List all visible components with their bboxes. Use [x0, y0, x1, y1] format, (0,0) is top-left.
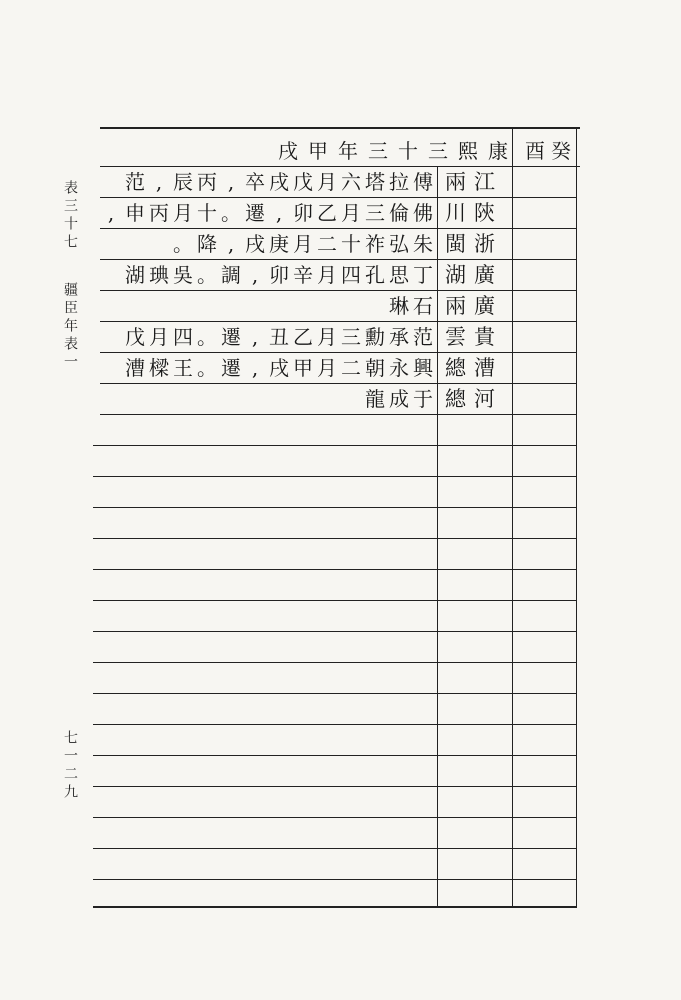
- row-rule: [100, 197, 576, 198]
- row-region: 湖廣: [445, 263, 503, 287]
- row-entry-char: 永: [389, 356, 409, 380]
- row-entry-char: 申: [125, 201, 145, 225]
- row-entry-char: 拉: [389, 170, 409, 194]
- row-rule: [100, 290, 576, 291]
- row-entry-char: 興: [413, 356, 433, 380]
- row-entry-char: 于: [413, 387, 433, 411]
- row-entry-char: 卯: [293, 201, 313, 225]
- row-entry-char: 傅: [413, 170, 433, 194]
- row-entry-char: 四: [341, 263, 361, 287]
- row-entry-char: ,: [227, 170, 235, 194]
- row-entry-char: 乙: [293, 325, 313, 349]
- empty-row-rule: [93, 755, 577, 756]
- row-entry-char: ,: [107, 201, 115, 225]
- row-entry-char: 卯: [269, 263, 289, 287]
- row-entry-char: 乙: [317, 201, 337, 225]
- row-entry-char: 丙: [197, 170, 217, 194]
- empty-row-rule: [93, 786, 577, 787]
- row-entry-char: 辰: [173, 170, 193, 194]
- empty-row-rule: [93, 817, 577, 818]
- row-entry-char: 降: [197, 232, 217, 256]
- row-entry-char: 卒: [245, 170, 265, 194]
- row-entry: [125, 265, 433, 285]
- row-entry-char: 戌: [269, 170, 289, 194]
- row-entry-char: 遷: [245, 201, 265, 225]
- row-rule: [100, 321, 576, 322]
- row-entry: [365, 389, 433, 409]
- row-entry-char: 湖: [125, 263, 145, 287]
- row-entry-char: 月: [341, 201, 361, 225]
- empty-row-rule: [93, 538, 577, 539]
- year-header-char: 熙: [458, 139, 478, 163]
- empty-row-rule: [93, 476, 577, 477]
- row-entry-char: 龍: [365, 387, 385, 411]
- empty-row-rule: [93, 600, 577, 601]
- row-entry-char: 庚: [269, 232, 289, 256]
- header-rule: [100, 166, 580, 167]
- row-entry-char: 月: [317, 170, 337, 194]
- row-entry-char: ,: [155, 170, 163, 194]
- row-entry-char: 。: [221, 201, 241, 225]
- row-region: 兩江: [445, 170, 503, 194]
- row-region: 川陝: [445, 201, 503, 225]
- row-entry-char: 。: [197, 356, 217, 380]
- page-number-label: 七一二九: [62, 730, 78, 802]
- row-entry-char: 承: [389, 325, 409, 349]
- row-entry-char: ,: [227, 232, 235, 256]
- empty-row-rule: [93, 848, 577, 849]
- row-region: 總漕: [445, 356, 503, 380]
- row-entry-char: 佛: [413, 201, 433, 225]
- row-entry-char: 。: [197, 325, 217, 349]
- year-header-char: 三: [368, 139, 388, 163]
- row-rule: [100, 383, 576, 384]
- row-entry-char: 三: [341, 325, 361, 349]
- year-header-char: 甲: [308, 139, 328, 163]
- empty-row-rule: [93, 693, 577, 694]
- row-entry-char: 戊: [293, 170, 313, 194]
- row-rule: [100, 228, 576, 229]
- row-entry-char: ,: [275, 201, 283, 225]
- table-number-label: 表三十七: [62, 180, 78, 252]
- divider-right: [576, 127, 577, 907]
- cyclical-year-header: [525, 141, 571, 161]
- row-entry-char: 。: [173, 232, 193, 256]
- row-entry: [125, 358, 433, 378]
- row-region: 兩廣: [445, 294, 503, 318]
- row-entry-char: 成: [389, 387, 409, 411]
- divider-mid: [512, 127, 513, 907]
- empty-row-rule: [93, 879, 577, 880]
- row-entry-char: 戌: [245, 232, 265, 256]
- year-header: [278, 141, 508, 161]
- row-entry-char: 月: [317, 263, 337, 287]
- table-title-label: 疆臣年表一: [62, 282, 78, 372]
- year-header-char: 十: [398, 139, 418, 163]
- row-entry-char: 遷: [221, 325, 241, 349]
- row-entry: [125, 172, 433, 192]
- row-entry-char: 二: [317, 232, 337, 256]
- row-entry: [125, 327, 433, 347]
- top-rule: [100, 127, 580, 129]
- row-entry-char: 丁: [413, 263, 433, 287]
- row-entry-char: 二: [341, 356, 361, 380]
- year-header-char: 康: [488, 139, 508, 163]
- empty-row-rule: [93, 631, 577, 632]
- row-entry-char: 祚: [365, 232, 385, 256]
- empty-row-rule: [93, 724, 577, 725]
- row-entry-char: 月: [149, 325, 169, 349]
- row-entry-char: ,: [251, 325, 259, 349]
- row-rule: [100, 259, 576, 260]
- row-entry: [173, 234, 433, 254]
- row-entry-char: 吳: [173, 263, 193, 287]
- row-entry-char: 調: [221, 263, 241, 287]
- year-header-char: 戌: [278, 139, 298, 163]
- row-entry-char: 朱: [413, 232, 433, 256]
- row-entry-char: 丙: [149, 201, 169, 225]
- row-entry-char: 月: [293, 232, 313, 256]
- row-entry-char: 范: [125, 170, 145, 194]
- row-entry-char: 四: [173, 325, 193, 349]
- row-entry-char: 戊: [125, 325, 145, 349]
- row-entry-char: 范: [413, 325, 433, 349]
- row-entry-char: 樑: [149, 356, 169, 380]
- row-rule: [100, 414, 576, 415]
- row-entry-char: 思: [389, 263, 409, 287]
- empty-row-rule: [93, 445, 577, 446]
- row-entry-char: 琠: [149, 263, 169, 287]
- row-region: 閩浙: [445, 232, 503, 256]
- empty-row-rule: [93, 507, 577, 508]
- row-entry-char: 遷: [221, 356, 241, 380]
- empty-row-rule: [93, 569, 577, 570]
- row-rule: [100, 352, 576, 353]
- row-entry-char: 王: [173, 356, 193, 380]
- row-entry-char: 辛: [293, 263, 313, 287]
- row-entry-char: 倫: [389, 201, 409, 225]
- row-entry-char: 十: [197, 201, 217, 225]
- row-entry-char: 弘: [389, 232, 409, 256]
- row-entry-char: 六: [341, 170, 361, 194]
- row-entry-char: 戌: [269, 356, 289, 380]
- row-entry-char: 三: [365, 201, 385, 225]
- row-entry-char: 。: [197, 263, 217, 287]
- row-entry: [389, 296, 433, 316]
- row-entry-char: 月: [173, 201, 193, 225]
- year-header-char: 年: [338, 139, 358, 163]
- row-entry-char: ,: [251, 263, 259, 287]
- row-entry-char: 勳: [365, 325, 385, 349]
- cyclical-year-header-char: 酉: [525, 139, 545, 163]
- row-entry-char: 丑: [269, 325, 289, 349]
- row-entry-char: 石: [413, 294, 433, 318]
- year-header-char: 三: [428, 139, 448, 163]
- row-entry-char: 塔: [365, 170, 385, 194]
- row-entry-char: 甲: [293, 356, 313, 380]
- row-region: 雲貴: [445, 325, 503, 349]
- bottom-rule: [93, 906, 577, 908]
- row-region: 總河: [445, 387, 503, 411]
- row-entry-char: 十: [341, 232, 361, 256]
- row-entry-char: 琳: [389, 294, 409, 318]
- row-entry-char: 月: [317, 356, 337, 380]
- cyclical-year-header-char: 癸: [551, 139, 571, 163]
- row-entry-char: 漕: [125, 356, 145, 380]
- row-entry-char: 孔: [365, 263, 385, 287]
- row-entry-char: ,: [251, 356, 259, 380]
- empty-row-rule: [93, 662, 577, 663]
- row-entry-char: 月: [317, 325, 337, 349]
- row-entry: [101, 203, 433, 223]
- row-entry-char: 朝: [365, 356, 385, 380]
